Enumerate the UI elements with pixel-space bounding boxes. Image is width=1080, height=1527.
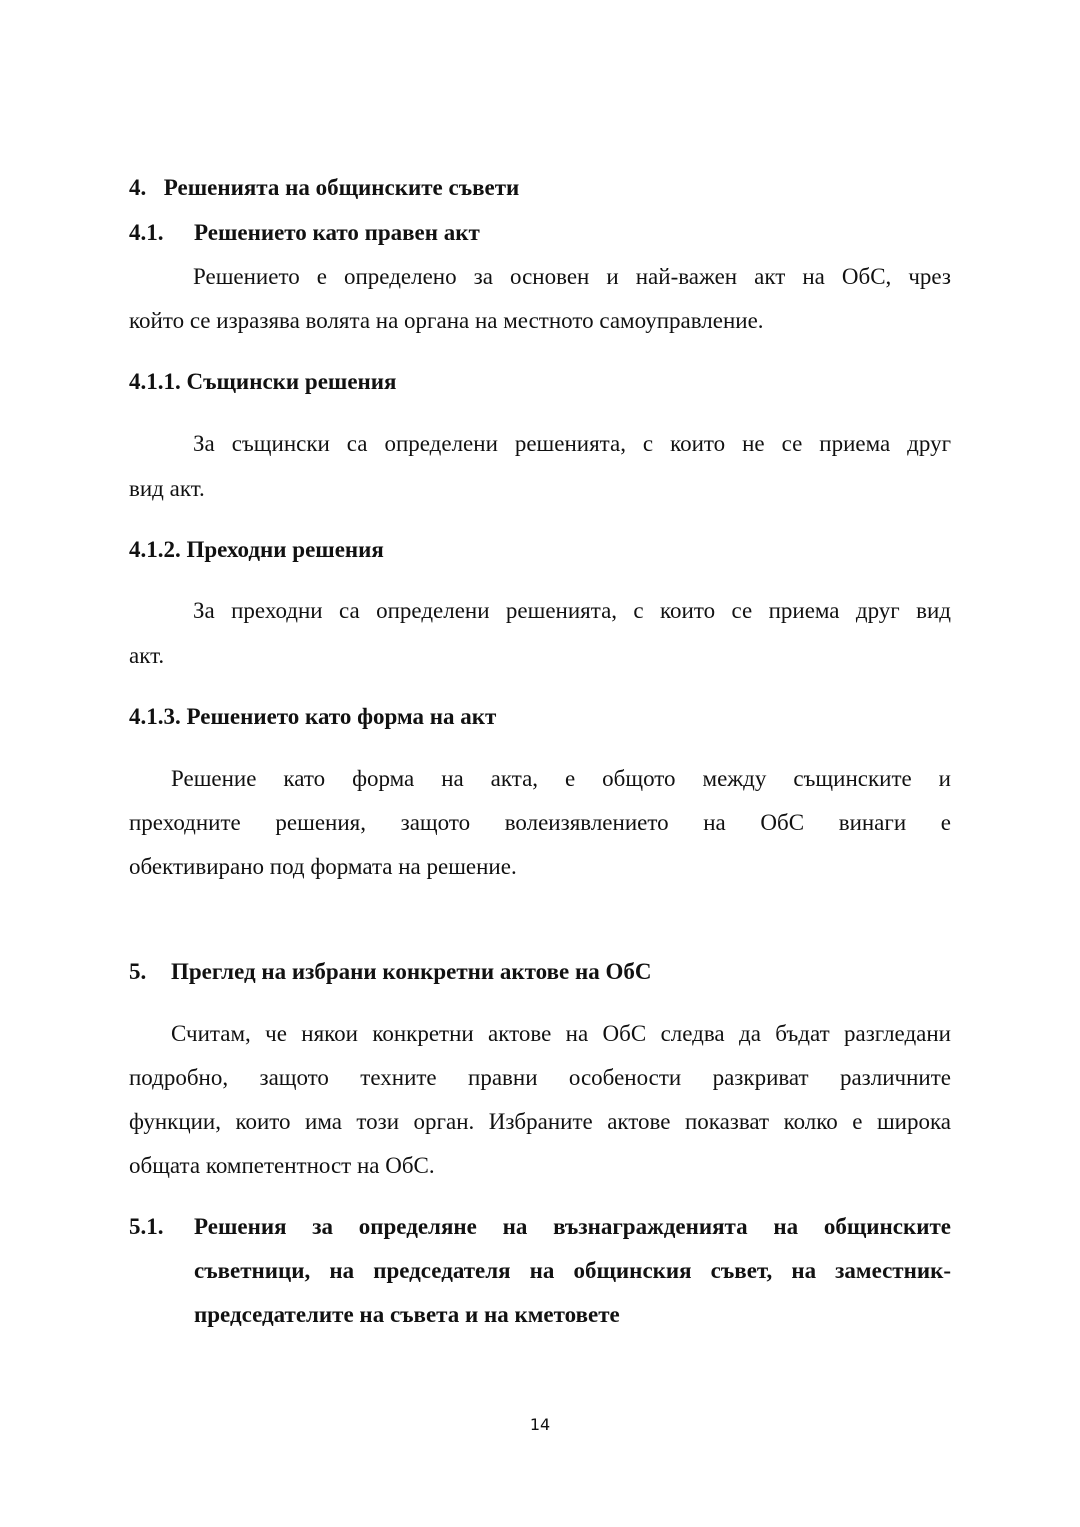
section-5-1-number: 5.1.	[129, 1214, 164, 1239]
section-4-1-title: Решението като правен акт	[194, 220, 480, 245]
section-4-1-paragraph-line-2: който се изразява волята на органа на местното самоуправление.	[129, 308, 764, 333]
section-4-1-paragraph-line-1: Решението е определено за основен и най-важен акт на ОбС, чрез	[193, 264, 951, 289]
section-5-number: 5.	[129, 959, 147, 984]
section-4-1-heading	[129, 218, 951, 248]
section-5-1-title-line-3: председателите на съвета и на кметовете	[194, 1302, 620, 1327]
section-4-1-1-paragraph-line-1: За същински са определени решенията, с които не се приема друг	[193, 431, 951, 456]
section-4-1-3-paragraph-line-2: преходните решения, защото волеизявлението на ОбС винаги е	[129, 810, 951, 835]
section-4-1-2-heading: 4.1.2. Преходни решения	[129, 537, 384, 562]
section-5-paragraph-line-2: подробно, защото техните правни особености разкриват различните	[129, 1065, 951, 1090]
section-5-paragraph-line-3: функции, които има този орган. Избраните актове показват колко е широка	[129, 1109, 951, 1134]
section-5-title: Преглед на избрани конкретни актове на ОбС	[171, 959, 652, 984]
section-4-1-3-paragraph-line-1: Решение като форма на акта, е общото между същинските и	[171, 766, 951, 791]
section-4-1-1-paragraph-line-2: вид акт.	[129, 476, 205, 501]
section-4-1-2-paragraph-line-2: акт.	[129, 643, 165, 668]
section-5-1-title-line-1: Решения за определяне на възнагражденията на общинските	[194, 1214, 951, 1239]
section-5-heading	[129, 957, 951, 987]
section-4-title: Решенията на общинските съвети	[163, 175, 520, 200]
section-4-1-3-heading: 4.1.3. Решението като форма на акт	[129, 704, 497, 729]
section-4-1-3-paragraph-line-3: обективирано под формата на решение.	[129, 854, 517, 879]
section-4-1-2-paragraph-line-1: За преходни са определени решенията, с които се приема друг вид	[193, 598, 951, 623]
section-5-paragraph-line-1: Считам, че някои конкретни актове на ОбС следва да бъдат разгледани	[171, 1021, 951, 1046]
page-number: 14	[529, 1415, 551, 1434]
section-4-1-number: 4.1.	[129, 220, 164, 245]
section-4-number: 4.	[129, 175, 147, 200]
section-5-1-title-line-2: съветници, на председателя на общинския съвет, на заместник-	[194, 1258, 951, 1283]
section-5-paragraph-line-4: общата компетентност на ОбС.	[129, 1153, 435, 1178]
section-4-heading	[129, 173, 951, 203]
section-4-1-1-heading: 4.1.1. Същински решения	[129, 369, 397, 394]
